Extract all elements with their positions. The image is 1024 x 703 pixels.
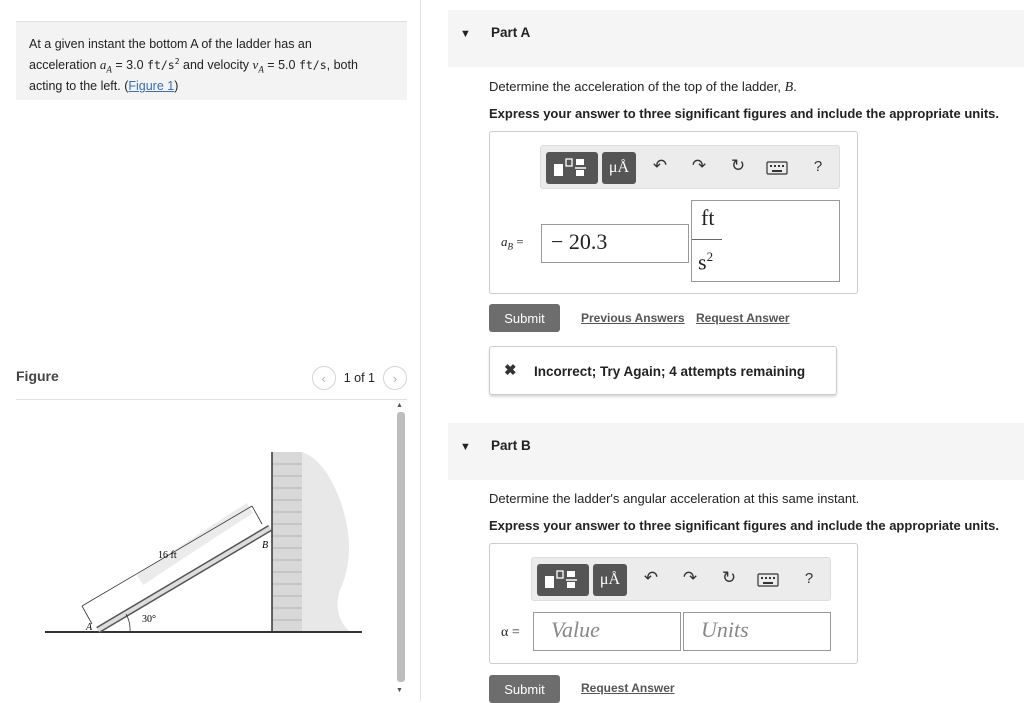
figure-link[interactable]: Figure 1	[128, 79, 175, 94]
figure-title: Figure	[16, 368, 59, 384]
units-symbol-button[interactable]: μÅ	[602, 152, 636, 184]
part-a-variable-label: $a_B$ =	[501, 234, 524, 252]
chevron-left-icon: ‹	[321, 370, 326, 386]
redo-icon[interactable]: ↷	[691, 156, 707, 175]
point-b-label: B	[262, 540, 269, 551]
scroll-up-icon[interactable]: ▲	[396, 402, 403, 409]
templates-button[interactable]	[546, 152, 598, 184]
help-icon[interactable]: ?	[804, 570, 814, 587]
point-a-label: A	[86, 622, 93, 633]
help-icon[interactable]: ?	[813, 158, 823, 175]
part-a-instruction: Express your answer to three significant figures and include the appropriate units.	[489, 106, 999, 121]
part-b-question: Determine the ladder's angular acceleration at this same instant.	[489, 491, 860, 506]
feedback-box	[489, 346, 837, 395]
figure-scrollbar[interactable]	[395, 402, 406, 694]
collapse-triangle-icon[interactable]: ▼	[460, 28, 471, 40]
templates-icon	[552, 157, 592, 179]
part-a-answer-box	[489, 131, 858, 294]
ladder-figure	[40, 440, 380, 650]
fraction-bar	[692, 239, 722, 240]
part-b-instruction: Express your answer to three significant figures and include the appropriate units.	[489, 518, 999, 533]
part-b-variable-label: α =	[501, 625, 520, 640]
part-a-submit-button[interactable]: Submit	[489, 304, 560, 332]
figure-counter: 1 of 1	[343, 371, 375, 385]
undo-icon[interactable]: ↶	[652, 156, 668, 175]
figure-header	[16, 366, 407, 400]
ladder	[98, 508, 270, 630]
redo-icon[interactable]: ↷	[682, 568, 698, 587]
previous-answers-link[interactable]: Previous Answers	[581, 311, 685, 325]
part-b-answer-box	[489, 543, 858, 664]
feedback-text: Incorrect; Try Again; 4 attempts remaining	[534, 364, 806, 379]
panel-divider	[420, 0, 421, 701]
part-a-question: Determine the acceleration of the top of the ladder, B.	[489, 79, 797, 95]
units-placeholder: Units	[701, 617, 749, 642]
part-b-value-input[interactable]	[533, 612, 681, 651]
part-a-header[interactable]	[448, 10, 1024, 67]
next-figure-button[interactable]	[383, 366, 407, 390]
incorrect-icon: ✖	[504, 362, 517, 379]
prev-figure-button[interactable]	[312, 366, 336, 390]
part-b-header[interactable]	[448, 423, 1024, 480]
scroll-thumb[interactable]	[397, 412, 405, 682]
reset-icon[interactable]: ↻	[721, 568, 737, 587]
length-label: 16 ft	[158, 550, 177, 561]
collapse-triangle-icon[interactable]: ▼	[460, 441, 471, 453]
part-a-title: Part A	[491, 25, 531, 40]
value-placeholder: Value	[551, 617, 600, 642]
part-b-toolbar	[531, 557, 831, 601]
reset-icon[interactable]: ↻	[730, 156, 746, 175]
part-b-submit-button[interactable]: Submit	[489, 675, 560, 703]
keyboard-icon[interactable]	[766, 160, 788, 176]
figure-pager	[312, 366, 407, 390]
angle-label: 30°	[142, 614, 156, 625]
scroll-down-icon[interactable]: ▼	[396, 687, 403, 694]
part-a-units-input[interactable]	[691, 200, 840, 282]
chevron-right-icon: ›	[392, 370, 398, 386]
brick-wall	[272, 452, 350, 632]
part-b-request-answer-link[interactable]: Request Answer	[581, 681, 675, 695]
left-panel	[0, 0, 420, 701]
part-b-units-input[interactable]	[683, 612, 831, 651]
units-symbol-button[interactable]: μÅ	[593, 564, 627, 596]
unit-denominator: $s^2$	[698, 249, 714, 275]
problem-statement: At a given instant the bottom A of the ladder has an acceleration $a_A = 3.0$ $ft/s^2$ and velocity $v_A = 5.0$ ft/s, both acting to the left. (Figure 1)	[16, 21, 407, 100]
part-a-value-input[interactable]: − 20.3	[541, 224, 689, 263]
unit-numerator: ft	[701, 205, 715, 230]
part-a-toolbar	[540, 145, 840, 189]
keyboard-icon[interactable]	[757, 572, 779, 588]
undo-icon[interactable]: ↶	[643, 568, 659, 587]
part-b-title: Part B	[491, 438, 531, 453]
part-a-request-answer-link[interactable]: Request Answer	[696, 311, 790, 325]
problem-line-1: At a given instant the bottom A of the ladder has an	[29, 37, 312, 51]
templates-icon	[543, 569, 583, 591]
templates-button[interactable]	[537, 564, 589, 596]
